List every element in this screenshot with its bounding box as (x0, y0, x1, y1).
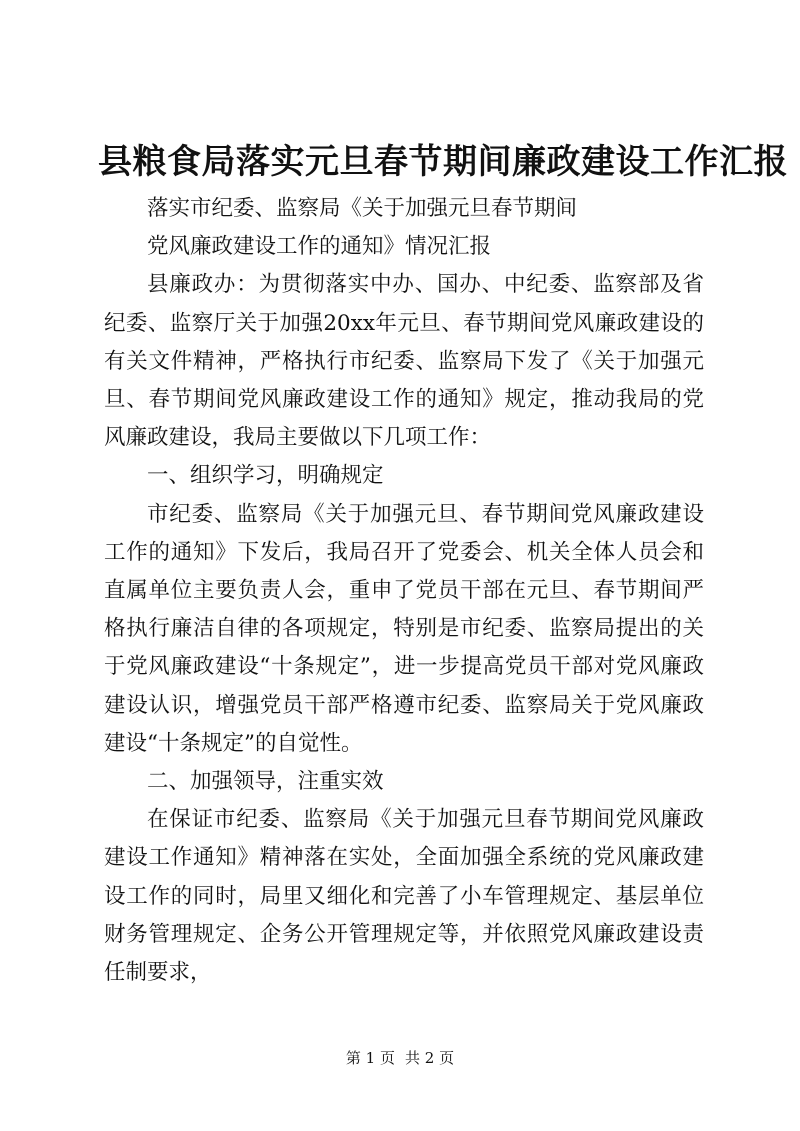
page-number: 第 1 页 (345, 1049, 395, 1067)
page-total: 共 2 页 (405, 1049, 455, 1067)
page-footer (0, 1048, 800, 1068)
intro-paragraph: 县廉政办：为贯彻落实中办、国办、中纪委、监察部及省纪委、监察厅关于加强20xx年元旦、春节期间党风廉政建设的有关文件精神，严格执行市纪委、监察局下发了《关于加强元旦、春节期间党风廉政建设工作的通知》规定，推动我局的党风廉政建设，我局主要做以下几项工作： (104, 272, 704, 451)
section-2-paragraph: 在保证市纪委、监察局《关于加强元旦春节期间党风廉政建设工作通知》精神落在实处，全面加强全系统的党风廉政建设工作的同时，局里又细化和完善了小车管理规定、基层单位财务管理规定、企务公开管理规定等，并依照党风廉政建设责任制要求， (104, 807, 704, 986)
document-title: 县粮食局落实元旦春节期间廉政建设工作汇报 (98, 142, 788, 182)
document-body (104, 190, 704, 992)
section-heading-2: 二、加强领导，注重实效 (147, 769, 384, 795)
section-1-paragraph: 市纪委、监察局《关于加强元旦、春节期间党风廉政建设工作的通知》下发后，我局召开了党委会、机关全体人员会和直属单位主要负责人会，重申了党员干部在元旦、春节期间严格执行廉洁自律的各项规定，特别是市纪委、监察局提出的关于党风廉政建设“十条规定”，进一步提高党员干部对党风廉政建设认识，增强党员干部严格遵市纪委、监察局关于党风廉政建设“十条规定”的自觉性。 (104, 501, 704, 756)
subtitle-line-1: 落实市纪委、监察局《关于加强元旦春节期间 (147, 196, 578, 221)
section-heading-1: 一、组织学习，明确规定 (147, 463, 384, 489)
subtitle-line-2: 党风廉政建设工作的通知》情况汇报 (147, 234, 492, 260)
